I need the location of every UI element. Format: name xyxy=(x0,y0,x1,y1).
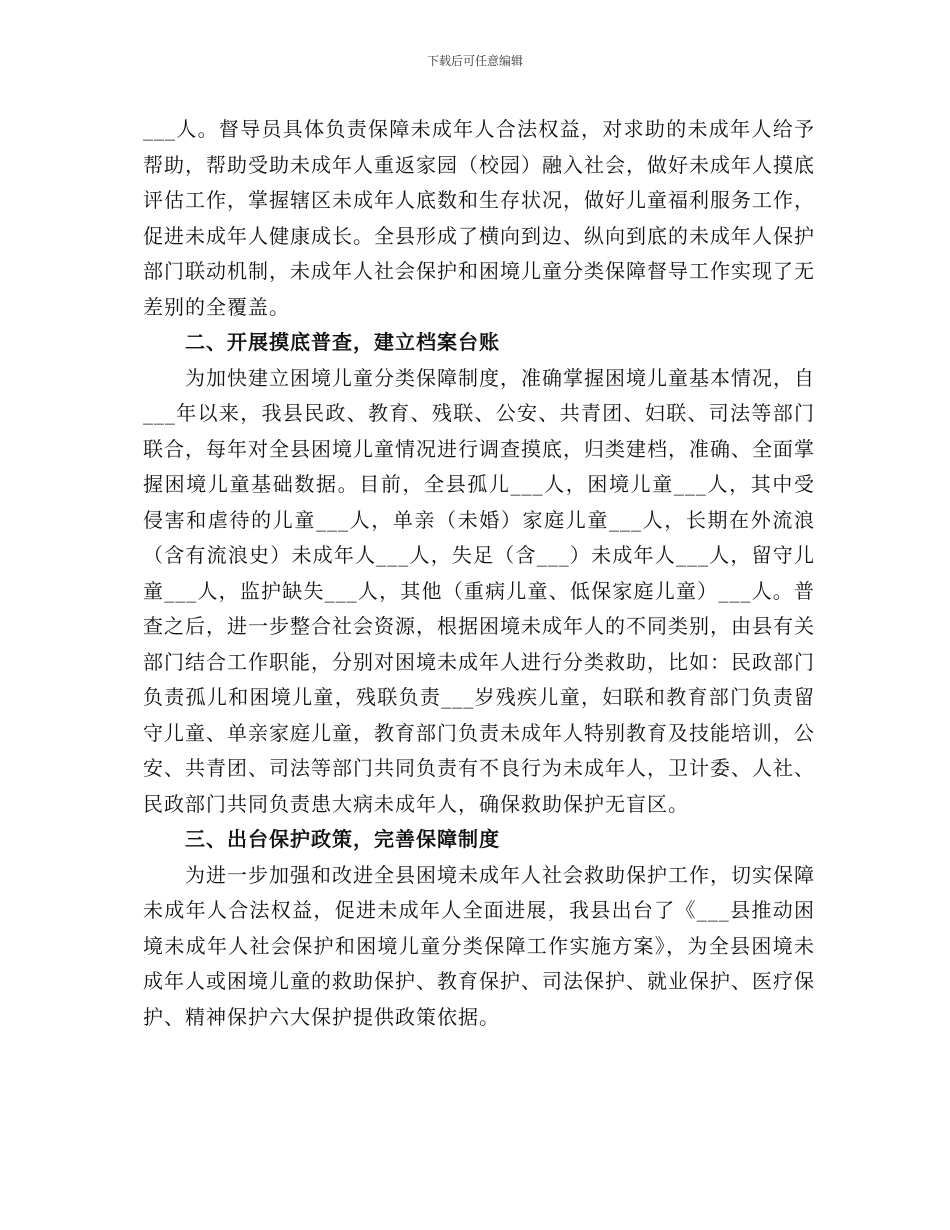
paragraph-1: ___人。督导员具体负责保障未成年人合法权益，对求助的未成年人给予帮助，帮助受助未成年人重返家园（校园）融入社会，做好未成年人摸底评估工作，掌握辖区未成年人底数和生存状况，做好儿童福利服务工作，促进未成年人健康成长。全县形成了横向到边、纵向到底的未成年人保护部门联动机制，未成年人社会保护和困境儿童分类保障督导工作实现了无差别的全覆盖。 xyxy=(143,117,815,319)
document-body xyxy=(143,112,815,1035)
section-heading-2: 二、开展摸底普查，建立档案台账 xyxy=(185,330,500,354)
paragraph-2: 为加快建立困境儿童分类保障制度，准确掌握困境儿童基本情况，自___年以来，我县民政、教育、残联、公安、共青团、妇联、司法等部门联合，每年对全县困境儿童情况进行调查摸底，归类建档，准确、全面掌握困境儿童基础数据。目前，全县孤儿___人，困境儿童___人，其中受侵害和虐待的儿童___人，单亲（未婚）家庭儿童___人，长期在外流浪（含有流浪史）未成年人___人，失足（含___）未成年人___人，留守儿童___人，监护缺失___人，其他（重病儿童、低保家庭儿童）___人。普查之后，进一步整合社会资源，根据困境未成年人的不同类别，由县有关部门结合工作职能，分别对困境未成年人进行分类救助，比如：民政部门负责孤儿和困境儿童，残联负责___岁残疾儿童，妇联和教育部门负责留守儿童、单亲家庭儿童，教育部门负责未成年人特别教育及技能培训，公安、共青团、司法等部门共同负责有不良行为未成年人，卫计委、人社、民政部门共同负责患大病未成年人，确保救助保护无盲区。 xyxy=(143,365,815,816)
page-header: 下载后可任意编辑 xyxy=(426,54,523,68)
paragraph-3: 为进一步加强和改进全县困境未成年人社会救助保护工作，切实保障未成年人合法权益，促进未成年人全面进展，我县出台了《___县推动困境未成年人社会保护和困境儿童分类保障工作实施方案》，为全县困境未成年人或困境儿童的救助保护、教育保护、司法保护、就业保护、医疗保护、精神保护六大保护提供政策依据。 xyxy=(143,862,815,1029)
section-heading-3: 三、出台保护政策，完善保障制度 xyxy=(185,827,500,851)
